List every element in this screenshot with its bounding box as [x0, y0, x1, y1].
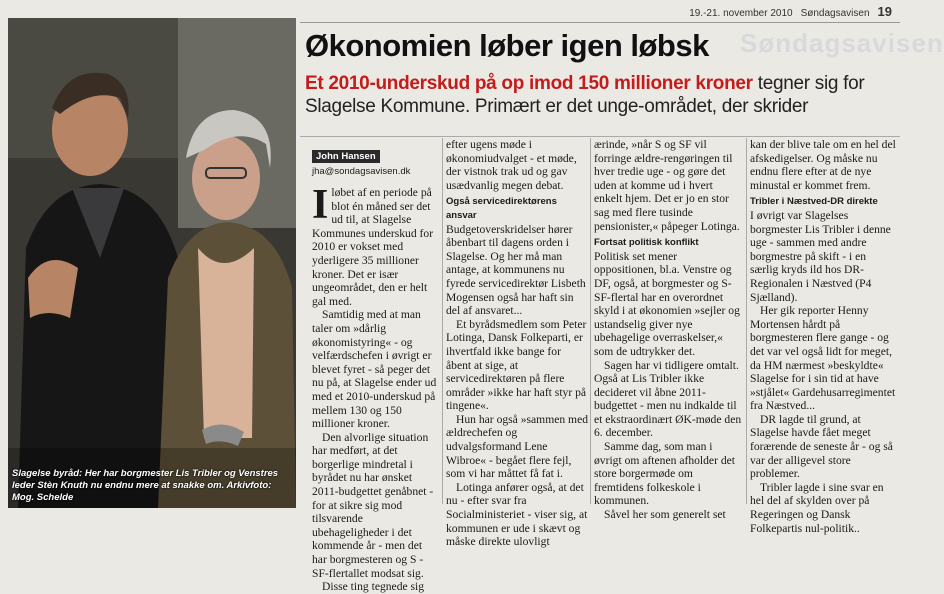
issue-date: 19.-21. november 2010: [689, 8, 793, 19]
page-header: [689, 4, 892, 19]
article-column-4: [750, 138, 896, 535]
paper-name: Søndagsavisen: [800, 8, 870, 19]
article-column-1: [312, 182, 439, 594]
subheading: Også servicedirektørens ansvar: [446, 196, 557, 221]
paragraph: Samme dag, som man i øvrigt om aftenen afholder det store borgermøde om fremtidens folkeskole i kommunen.: [594, 440, 736, 508]
article-photo: [8, 18, 296, 508]
byline: [312, 146, 434, 177]
paragraph: Disse ting tegnede sig: [322, 580, 425, 594]
header-rule: [300, 22, 900, 23]
paragraph: Såvel her som generelt set: [604, 508, 726, 522]
paragraph: efter ugens møde i økonomiudvalget - et møde, der vistnok trak ud og gav usædvanlig megen debat.: [446, 138, 577, 192]
paragraph: DR lagde til grund, at Slagelse havde fået meget forærende de seneste år - og så var der alligevel store problemer.: [750, 412, 893, 481]
paragraph: Budgetoverskridelser hører åbenbart til dagens orden i Slagelse. Og her må man antage, at kommunens nu fyrede servicedirektør Lisbeth Mogensen også har haft sin del af ansvaret...: [446, 222, 586, 318]
subheading: Fortsat politisk konflikt: [594, 237, 699, 249]
article-column-2: [446, 138, 588, 549]
paragraph: kan der blive tale om en hel del afskedigelser. Og måske nu endnu flere efter at de nye minustal er kommet frem.: [750, 138, 896, 192]
deck: [305, 72, 891, 118]
paragraph: Her gik reporter Henny Mortensen hårdt på borgmesteren flere gange - og det var vel også lidt for meget, da HM nærmest »beskyldte« Slagelse for i sin tid at have »stjålet« Gardehusarregimentet fra Næstved...: [750, 304, 896, 413]
paragraph: I øvrigt var Slagelses borgmester Lis Tribler i denne uge - sammen med andre borgmestre på skift - i en særlig kryds ild hos DR-Regionalen i Næstved (P4 Sjælland).: [750, 208, 891, 304]
paragraph: Tribler lagde i sine svar en hel del af skylden over på Regeringen og Dansk Folkepartis nul-politik..: [750, 480, 884, 535]
author-email[interactable]: jha@sondagsavisen.dk: [312, 166, 411, 177]
subheading: Tribler i Næstved-DR direkte: [750, 196, 878, 208]
drop-cap: I: [312, 182, 329, 228]
column-divider: [746, 138, 747, 504]
column-divider: [590, 138, 591, 504]
deck-text: tegner sig for Slagelse Kommune. Primært er det unge-området, der skrider: [305, 73, 865, 117]
paragraph: Samtidig med at man taler om »dårlig økonomistyring« - og velfærdschefen i øvrigt er blevet fyret - så peger det nu på, at Slagelse ender ud med et 2010-underskud på mellem 130 og 150 millioner kroner.: [312, 308, 437, 431]
section-rule: [300, 136, 900, 137]
article-column-3: [594, 138, 742, 522]
paragraph: Sagen har vi tidligere omtalt. Også at Lis Tribler ikke decideret vil åbne 2011-budgettet - men nu indkalde til et ekstraordinært ØK-møde den 6. december.: [594, 358, 742, 440]
photo-illustration: [8, 18, 296, 508]
paragraph: Lotinga anfører også, at det nu - efter svar fra Socialministeriet - viser sig, at kommunen er ude i skævt og måske direkte ulovligt: [446, 480, 588, 549]
paragraph: Politisk set mener oppositionen, bl.a. Venstre og DF, også, at borgmester og S-SF-flertal har en overordnet skyld i at økonomien »sejler og ustandselig giver nye ubehagelige overraskelser,« som de udtrykker det.: [594, 249, 740, 358]
page-number: 19: [877, 4, 892, 19]
bleed-through-text: Søndagsavisen: [740, 28, 944, 58]
column-divider: [442, 138, 443, 504]
paragraph: løbet af en periode på blot én måned ser det ud til, at Slagelse Kommunes underskud for 2010 er vokset med yderligere 35 millioner kroner. Det er især ungeområdet, den er helt gal med.: [312, 186, 434, 308]
deck-highlight: Et 2010-underskud på op imod 150 millioner kroner: [305, 73, 753, 94]
headline: Økonomien løber igen løbsk: [305, 28, 709, 63]
paragraph: Den alvorlige situation har medført, at det borgerlige mindretal i byrådet nu har ønsket 2011-budgettet genåbnet - for at sikre sig mod tilsvarende ubehageligheder i det kommende år - men det har borgmesteren og S - SF-flertallet modsat sig.: [312, 430, 434, 580]
paragraph: Et byrådsmedlem som Peter Lotinga, Dansk Folkeparti, er ihvertfald ikke bange for åbent at sige, at servicedirektøren på flere områder »ikke har haft styr på tingene«.: [446, 317, 587, 413]
photo-caption: Slagelse byråd: Her har borgmester Lis Tribler og Venstres leder Stèn Knuth nu endnu mere at snakke om. Arkivfoto: Mog. Schelde: [12, 468, 279, 503]
paragraph: ærinde, »når S og SF vil forringe ældre-rengøringen til hver tredie uge - og gøre det uden at komme ud i hvert enkelt hjem. Det er jo en stor sag med flere tusinde pensionister,« påpeger Lotinga.: [594, 138, 740, 233]
paragraph: Hun har også »sammen med ældrechefen og udvalgsformand Lene Wibroe« - begået flere fejl, som vi har måttet få fat i.: [446, 412, 589, 481]
author-name: John Hansen: [312, 150, 380, 163]
